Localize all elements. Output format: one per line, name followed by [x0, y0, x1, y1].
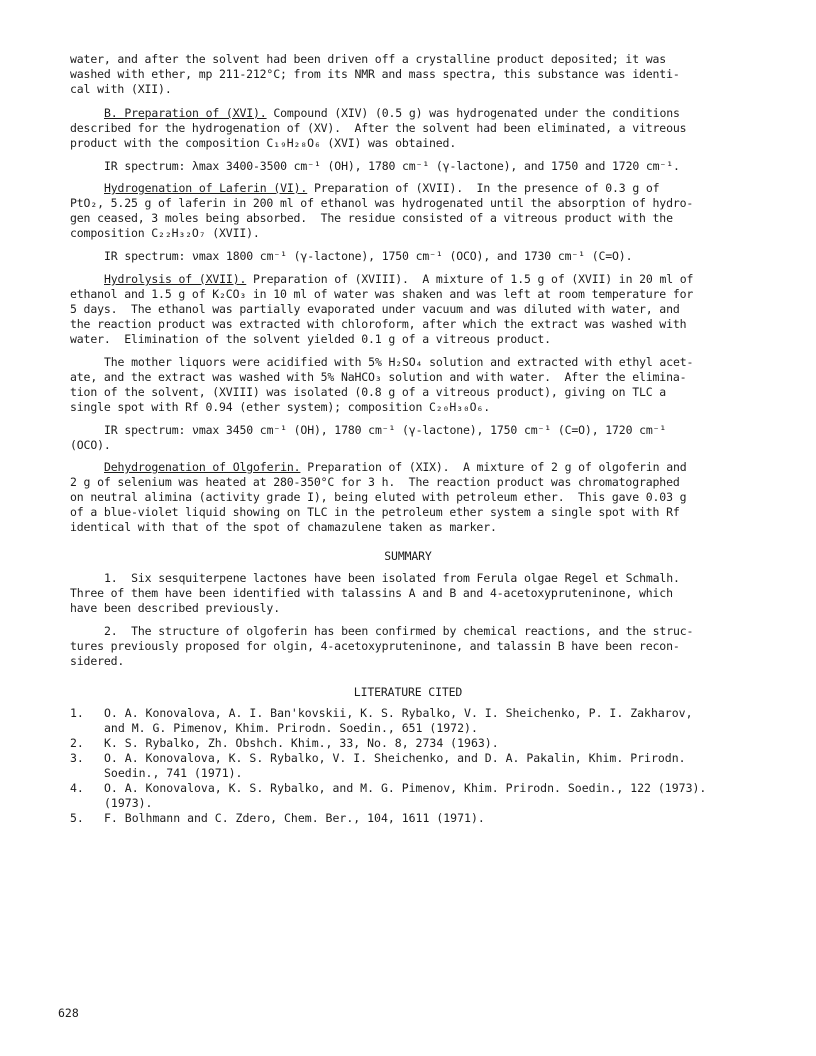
- reference-number: 1.: [70, 706, 84, 720]
- section-heading: Hydrolysis of (XVII).: [104, 272, 247, 286]
- section-heading: Dehydrogenation of Olgoferin.: [104, 460, 301, 474]
- line-text: cal with (XII).: [70, 82, 172, 96]
- line-text: product with the composition C₁₉H₂₈O₆ (XVI) was obtained.: [70, 136, 457, 150]
- body-line: [70, 505, 746, 520]
- summary-line: have been described previously.: [70, 601, 280, 615]
- reference-text: K. S. Rybalko, Zh. Obshch. Khim., 33, No. 8, 2734 (1963).: [104, 736, 499, 750]
- reference-number: 3.: [70, 751, 84, 765]
- line-text: ate, and the extract was washed with 5% NaHCO₃ solution and with water. After the elimina-: [70, 370, 687, 384]
- summary-heading: SUMMARY: [384, 549, 432, 563]
- body-line: [104, 272, 746, 287]
- line-text: gen ceased, 3 moles being absorbed. The residue consisted of a vitreous product with the: [70, 211, 673, 225]
- line-text: IR spectrum: λmax 3400-3500 cm⁻¹ (OH), 1780 cm⁻¹ (γ-lactone), and 1750 and 1720 cm⁻¹.: [104, 159, 680, 173]
- body-line: [104, 159, 746, 174]
- body-line: [70, 475, 746, 490]
- body-line: [70, 52, 746, 67]
- line-text: on neutral alimina (activity grade I), being eluted with petroleum ether. This gave 0.03 g: [70, 490, 687, 504]
- reference-text: O. A. Konovalova, A. I. Ban'kovskii, K. S. Rybalko, V. I. Sheichenko, P. I. Zakharov, and M. G. Pimenov, Khim. Prirodn. Soedin., 651 (1972).: [104, 706, 693, 735]
- body-line: [70, 490, 746, 505]
- line-text: Preparation of (XVIII). A mixture of 1.5 g of (XVII) in 20 ml of: [246, 272, 694, 286]
- line-text: described for the hydrogenation of (XV). After the solvent had been eliminated, a vitreous: [70, 121, 687, 135]
- body-line: [70, 385, 746, 400]
- line-text: Preparation of (XVII). In the presence of 0.3 g of: [307, 181, 660, 195]
- line-text: The mother liquors were acidified with 5% H₂SO₄ solution and extracted with ethyl acet-: [104, 355, 694, 369]
- body-line: [70, 196, 746, 211]
- summary-line: 2. The structure of olgoferin has been confirmed by chemical reactions, and the struc-: [104, 624, 694, 638]
- body-line: [104, 355, 746, 370]
- literature-heading: LITERATURE CITED: [353, 685, 463, 699]
- body-line: [70, 438, 746, 453]
- summary-line: sidered.: [70, 654, 125, 668]
- section-heading: B. Preparation of (XVI).: [104, 106, 267, 120]
- body-line: [70, 121, 746, 136]
- reference-text: O. A. Konovalova, K. S. Rybalko, V. I. Sheichenko, and D. A. Pakalin, Khim. Prirodn. Soedin., 741 (1971).: [104, 751, 686, 780]
- line-text: of a blue-violet liquid showing on TLC in the petroleum ether system a single spot with Rf: [70, 505, 680, 519]
- line-text: tion of the solvent, (XVIII) was isolated (0.8 g of a vitreous product), giving on TLC a: [70, 385, 667, 399]
- line-text: 5 days. The ethanol was partially evaporated under vacuum and was diluted with water, and: [70, 302, 680, 316]
- body-line: [104, 460, 746, 475]
- summary-line: Three of them have been identified with talassins A and B and 4-acetoxypruteninone, which: [70, 586, 673, 600]
- body-line: [70, 136, 746, 151]
- body-line: [104, 181, 746, 196]
- line-text: single spot with Rf 0.94 (ether system); composition C₂₀H₃₀O₆.: [70, 400, 490, 414]
- line-text: composition C₂₂H₃₂O₇ (XVII).: [70, 226, 260, 240]
- line-text: ethanol and 1.5 g of K₂CO₃ in 10 ml of water was shaken and was left at room temperature for: [70, 287, 694, 301]
- body-line: [70, 520, 746, 535]
- body-line: [70, 82, 746, 97]
- reference-number: 5.: [70, 811, 84, 825]
- line-text: water. Elimination of the solvent yielded 0.1 g of a vitreous product.: [70, 332, 551, 346]
- body-line: [70, 211, 746, 226]
- line-text: identical with that of the spot of chamazulene taken as marker.: [70, 520, 497, 534]
- line-text: IR spectrum: νmax 3450 cm⁻¹ (OH), 1780 cm⁻¹ (γ-lactone), 1750 cm⁻¹ (C=O), 1720 cm⁻¹: [104, 423, 667, 437]
- summary-line: tures previously proposed for olgin, 4-acetoxypruteninone, and talassin B have been recon-: [70, 639, 680, 653]
- body-line: [104, 249, 746, 264]
- body-line: [70, 400, 746, 415]
- body-line: [70, 302, 746, 317]
- line-text: washed with ether, mp 211-212°C; from its NMR and mass spectra, this substance was identi-: [70, 67, 680, 81]
- line-text: water, and after the solvent had been driven off a crystalline product deposited; it was: [70, 52, 667, 66]
- line-text: (OCO).: [70, 438, 111, 452]
- body-line: [70, 332, 746, 347]
- body-line: [70, 317, 746, 332]
- line-text: 2 g of selenium was heated at 280-350°C for 3 h. The reaction product was chromatographed: [70, 475, 680, 489]
- body-line: [70, 67, 746, 82]
- line-text: PtO₂, 5.25 g of laferin in 200 ml of ethanol was hydrogenated until the absorption of hydro-: [70, 196, 694, 210]
- body-line: [70, 287, 746, 302]
- line-text: the reaction product was extracted with chloroform, after which the extract was washed with: [70, 317, 687, 331]
- line-text: Preparation of (XIX). A mixture of 2 g of olgoferin and: [300, 460, 687, 474]
- reference-text: O. A. Konovalova, K. S. Rybalko, and M. G. Pimenov, Khim. Prirodn. Soedin., 122 (1973). (1973).: [104, 781, 707, 810]
- reference-text: F. Bolhmann and C. Zdero, Chem. Ber., 104, 1611 (1971).: [104, 811, 485, 825]
- line-text: Compound (XIV) (0.5 g) was hydrogenated under the conditions: [266, 106, 680, 120]
- body-line: [70, 226, 746, 241]
- reference-number: 2.: [70, 736, 84, 750]
- line-text: IR spectrum: νmax 1800 cm⁻¹ (γ-lactone), 1750 cm⁻¹ (OCO), and 1730 cm⁻¹ (C=O).: [104, 249, 633, 263]
- section-heading: Hydrogenation of Laferin (VI).: [104, 181, 308, 195]
- page-number: 628: [58, 1006, 79, 1020]
- summary-line: 1. Six sesquiterpene lactones have been isolated from Ferula olgae Regel et Schmalh.: [104, 571, 680, 585]
- body-line: [104, 106, 746, 121]
- reference-number: 4.: [70, 781, 84, 795]
- body-line: [104, 423, 746, 438]
- body-line: [70, 370, 746, 385]
